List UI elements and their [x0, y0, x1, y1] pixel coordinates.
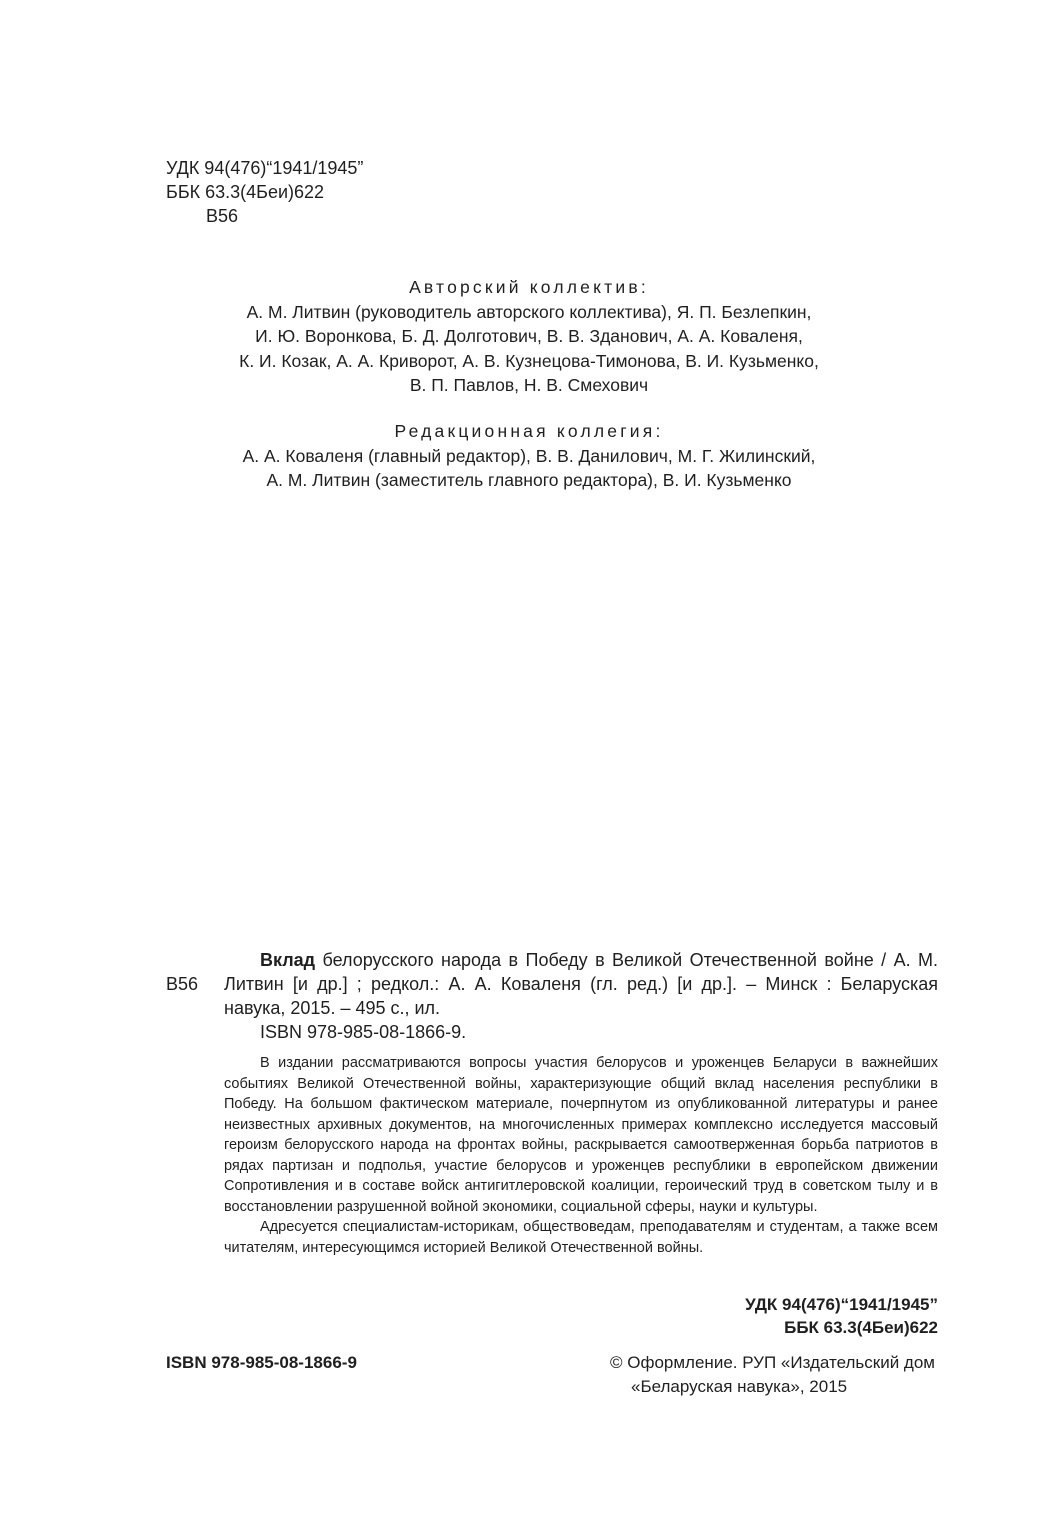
- book-title: Вклад: [260, 950, 316, 970]
- editors-line: А. А. Коваленя (главный редактор), В. В. Данилович, М. Г. Жилинский,: [242, 445, 816, 466]
- classification-block: [166, 156, 363, 228]
- annotation-paragraph: Адресуется специалистам-историкам, обществоведам, преподавателям и студентам, а также всем читателям, интересующимся историей Великой Отечественной войны.: [224, 1219, 938, 1256]
- bbk-code-bold: ББК 63.3(4Беи)622: [784, 1318, 938, 1337]
- authors-heading: Авторский коллектив:: [409, 277, 649, 297]
- isbn-number: ISBN 978-985-08-1866-9: [166, 1353, 357, 1372]
- udk-code: УДК 94(476)“1941/1945”: [166, 158, 364, 178]
- catalog-mark: В56: [166, 974, 199, 994]
- bibliographic-entry: [224, 948, 938, 1020]
- copyright-line: «Беларуская навука», 2015: [631, 1377, 848, 1396]
- bibliographic-description: [224, 948, 938, 1044]
- authors-line: К. И. Козак, А. А. Криворот, А. В. Кузнецова-Тимонова, В. И. Кузьменко,: [239, 350, 819, 371]
- bibliographic-text: белорусского народа в Победу в Великой Отечественной войне / А. М. Литвин [и др.] ; редкол.: А. А. Коваленя (гл. ред.) [и др.]. – Минск : Беларуская навука, 2015. – 495 с., ил.: [224, 950, 938, 1018]
- authors-line: В. П. Павлов, Н. В. Смехович: [409, 375, 649, 395]
- copyright-notice: [610, 1351, 935, 1399]
- editors-block: [120, 419, 938, 493]
- bibliographic-isbn: ISBN 978-985-08-1866-9.: [260, 1022, 467, 1042]
- copyright-line: © Оформление. РУП «Издательский дом: [610, 1353, 935, 1372]
- annotation: [224, 1053, 938, 1258]
- author-mark: В56: [206, 206, 239, 226]
- codes-block: [745, 1293, 938, 1339]
- authors-block: [120, 275, 938, 398]
- udk-code-bold: УДК 94(476)“1941/1945”: [745, 1295, 938, 1314]
- annotation-paragraph: В издании рассматриваются вопросы участия белорусов и уроженцев Беларуси в важнейших событиях Великой Отечественной войны, характеризующие общий вклад населения республики в Победу. На большом фактическом материале, почерпнутом из опубликованной литературы и ранее неизвестных архивных документов, на многочисленных примерах комплексно исследуется массовый героизм белорусского народа на фронтах войны, раскрывается самоотверженная борьба патриотов в рядах партизан и подполья, участие белорусов и уроженцев республики в европейском движении Сопротивления и в составе войск антигитлеровской коалиции, героический труд в советском тылу и в восстановлении разрушенной войной экономики, социальной сферы, науки и культуры.: [224, 1055, 938, 1215]
- editors-line: А. М. Литвин (заместитель главного редактора), В. И. Кузьменко: [266, 470, 792, 490]
- editors-heading: Редакционная коллегия:: [394, 421, 664, 441]
- authors-line: А. М. Литвин (руководитель авторского коллектива), Я. П. Безлепкин,: [246, 301, 812, 322]
- authors-line: И. Ю. Воронкова, Б. Д. Долготович, В. В. Зданович, А. А. Коваленя,: [255, 326, 803, 346]
- bbk-code: ББК 63.3(4Беи)622: [166, 182, 325, 202]
